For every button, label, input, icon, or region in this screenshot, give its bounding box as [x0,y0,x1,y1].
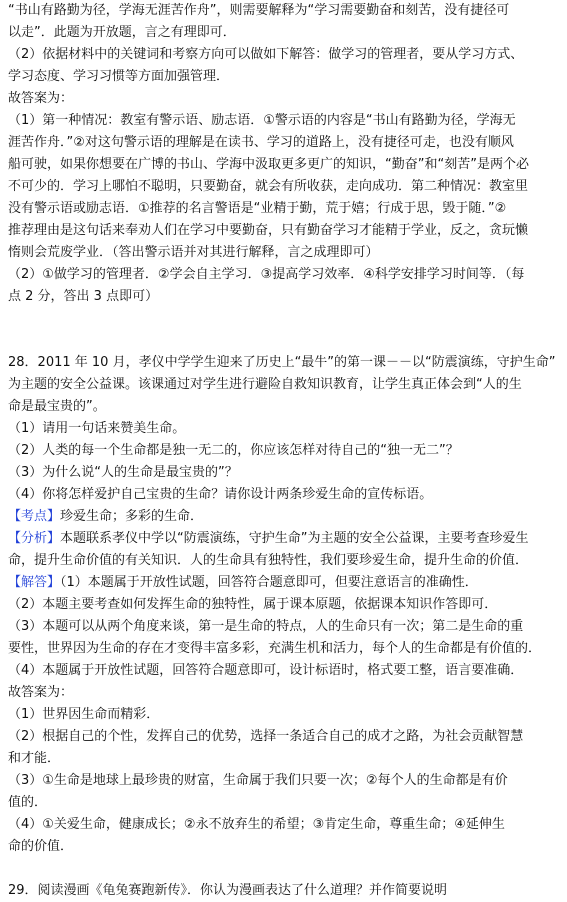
answer-27-line: 惰则会荒废学业．（答出警示语并对其进行解释，言之成理即可） [8,245,379,260]
answer-27-line: （1）第一种情况：教室有警示语、励志语．①警示语的内容是“书山有路勤为径，学海无 [8,113,516,128]
spacer [8,330,559,352]
question-28-line: （2）人类的每一个生命都是独一无二的，你应该怎样对待自己的“独一无二”？ [8,443,459,458]
fenxi-line-1 [8,528,559,550]
jieda-tag: 【解答】 [8,575,61,590]
fenxi-text-1: 本题联系孝仪中学以“防震演练，守护生命”为主题的安全公益课，主要考查珍爱生 [60,531,529,546]
jieda-line: （3）本题可以从两个角度来谈，第一是生命的特点，人的生命只有一次；第二是生命的重 [8,619,524,634]
jieda-line: 故答案为： [8,685,74,700]
answer-27-line: 推荐理由是这句话来奉劝人们在学习中要勤奋，只有勤奋学习才能精于学业，反之，贪玩懒 [8,223,529,238]
question-28-line: 命是最宝贵的”。 [8,399,106,414]
fenxi-line-2: 命，提升生命价值的有关知识．人的生命具有独特性，我们要珍爱生命，提升生命的价值． [8,553,529,568]
answer-27-line: 涯苦作舟．”②对这句警示语的理解是在读书、学习的道路上，没有捷径可走，也没有顺风 [8,135,514,150]
fenxi-tag: 【分析】 [8,531,61,546]
jieda-line: 命的价值． [8,839,74,854]
jieda-line: 和才能． [8,751,61,766]
question-29: 29．阅读漫画《龟兔赛跑新传》．你认为漫画表达了什么道理？并作简要说明 [8,883,448,898]
answer-27-line: 没有警示语或励志语．①推荐的名言警语是“业精于勤，荒于嬉；行成于思，毁于随．”② [8,201,507,216]
jieda-text-1: （1）本题属于开放性试题，回答符合题意即可，但要注意语言的准确性． [60,575,478,590]
spacer [8,858,559,880]
jieda-line: 值的． [8,795,48,810]
question-28-stem [8,352,559,506]
answer-27-line: （2）依据材料中的关键词和考察方向可以做如下解答：做学习的管理者，要从学习方式、 [8,47,524,62]
answer-27-line: 点 2 分，答出 3 点即可） [8,289,159,304]
jieda-line-1 [8,572,559,594]
question-28-line: （4）你将怎样爱护自己宝贵的生命？请你设计两条珍爱生命的宣传标语。 [8,487,433,502]
answer-27-line: 学习态度、学习习惯等方面加强管理． [8,69,230,84]
question-28-line: 为主题的安全公益课。该课通过对学生进行避险自救知识教育，让学生真正体会到“人的生 [8,377,522,392]
question-28-line: （1）请用一句话来赞美生命。 [8,421,186,436]
question-28-line: （3）为什么说“人的生命是最宝贵的”？ [8,465,238,480]
answer-27-line: “书山有路勤为径，学海无涯苦作舟”，则需要解释为“学习需要勤奋和刻苦，没有捷径可 [8,3,510,18]
jieda-rest [8,594,559,858]
kaodian-tag: 【考点】 [8,509,61,524]
answer-27-line: 故答案为： [8,91,74,106]
jieda-line: （2）根据自己的个性，发挥自己的优势，选择一条适合自己的成才之路，为社会贡献智慧 [8,729,524,744]
answer-27-line: 以走”．此题为开放题，言之有理即可． [8,25,236,40]
answer-27-continued [8,0,559,308]
jieda-line: （4）①关爱生命，健康成长；②永不放弃生的希望；③肯定生命，尊重生命；④延伸生 [8,817,505,832]
jieda-line: （4）本题属于开放性试题，回答符合题意即可，设计标语时，格式要工整，语言要准确． [8,663,524,678]
answer-27-line: 不可少的．学习上哪怕不聪明，只要勤奋，就会有所收获，走向成功．第二种情况：教室里 [8,179,529,194]
jieda-line: （1）世界因生命而精彩． [8,707,160,722]
answer-27-line: （2）①做学习的管理者．②学会自主学习．③提高学习效率．④科学安排学习时间等．（每 [8,267,525,282]
jieda-line: （3）①生命是地球上最珍贵的财富，生命属于我们只要一次；②每个人的生命都是有价 [8,773,508,788]
jieda-line: 要性，世界因为生命的存在才变得丰富多彩，充满生机和活力，每个人的生命都是有价值的． [8,641,542,656]
question-28-line: 28．2011 年 10 月，孝仪中学学生迎来了历史上“最牛”的第一课－－以“防震演练，守护生命” [8,355,556,370]
kaodian-text: 珍爱生命；多彩的生命． [60,509,204,524]
jieda-line: （2）本题主要考查如何发挥生命的独特性，属于课本原题，依据课本知识作答即可． [8,597,498,612]
spacer [8,308,559,330]
kaodian-line [8,506,559,528]
answer-27-line: 船可驶，如果你想要在广博的书山、学海中汲取更多更广的知识，“勤奋”和“刻苦”是两个必 [8,157,529,172]
